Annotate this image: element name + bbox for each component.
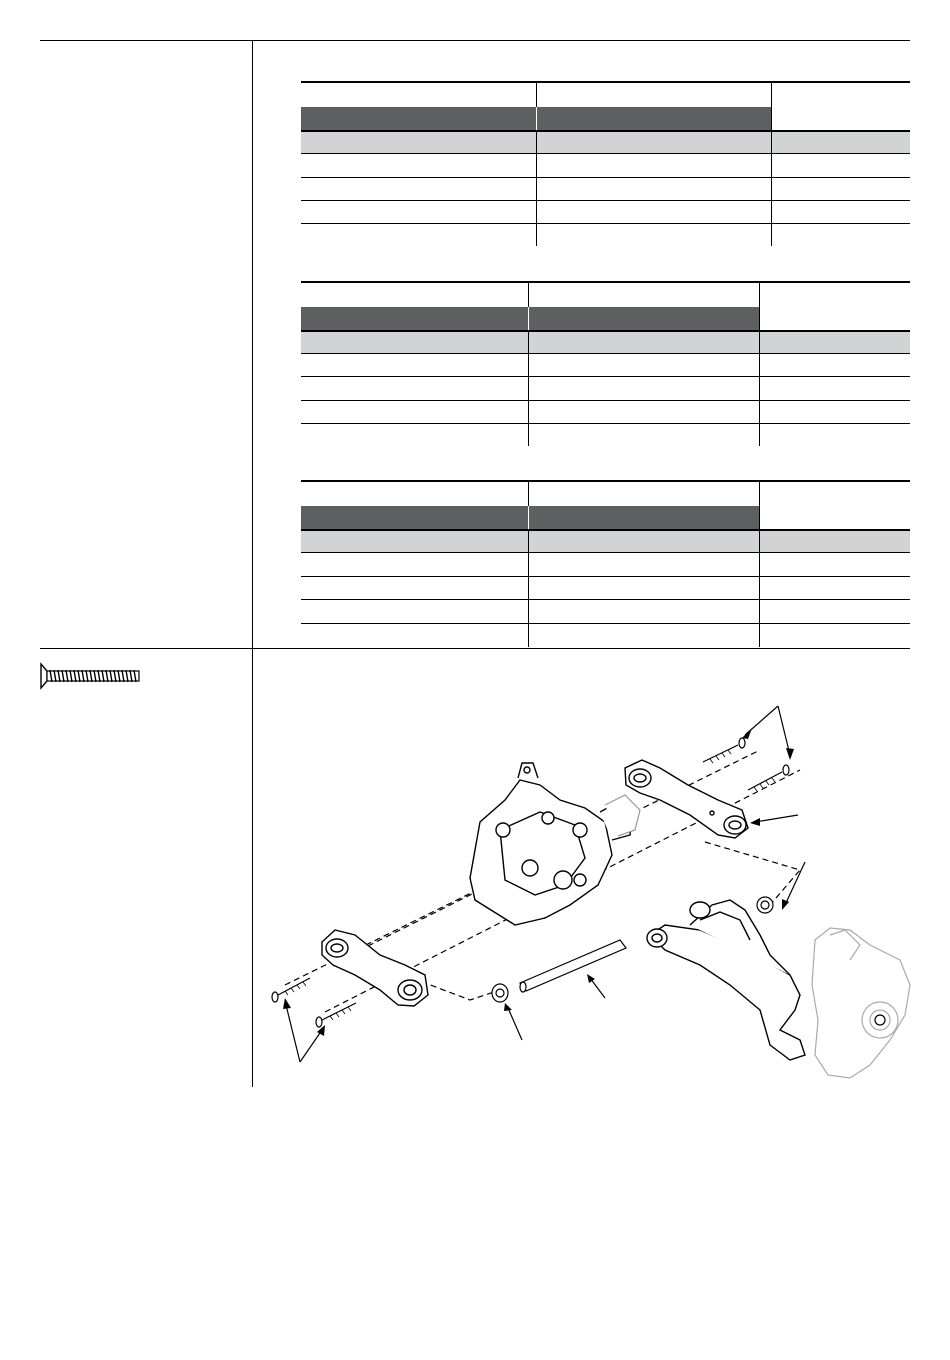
table-2-subheader [301, 332, 910, 353]
table-row [301, 353, 910, 354]
table-row [301, 552, 910, 553]
table-3-col-divider-2 [759, 481, 760, 647]
table-2-top-rule [301, 281, 910, 283]
table-2-header-dark [301, 307, 759, 330]
hub-carrier [812, 928, 910, 1078]
table-row [301, 576, 910, 577]
table-3-header-dark [301, 506, 759, 529]
table-row [301, 153, 910, 154]
table-row [301, 177, 910, 178]
table-1-col-divider-1-white [536, 107, 537, 130]
table-row [301, 223, 910, 224]
table-row [301, 400, 910, 401]
top-rule [40, 40, 910, 41]
suspension-arm [647, 900, 805, 1060]
exploded-assembly-diagram [253, 649, 950, 1089]
arm-mount-front [322, 930, 428, 1006]
screw-top-2 [748, 765, 789, 790]
spacer-front [492, 984, 508, 1002]
table-3-subheader [301, 531, 910, 552]
spacer-rear [757, 897, 773, 913]
table-3-top-rule [301, 480, 910, 482]
screw-bottom-1 [272, 978, 310, 1002]
table-row [301, 423, 910, 424]
table-row [301, 599, 910, 600]
table-1-top-rule [301, 81, 910, 83]
table-3-col-divider-1-white [528, 506, 529, 529]
table-row [301, 200, 910, 201]
table-2-col-divider-1-white [528, 307, 529, 330]
table-row [301, 623, 910, 624]
screw-top-1 [703, 738, 745, 762]
flat-head-screw-icon [38, 662, 142, 690]
table-1-col-divider-2 [771, 82, 772, 246]
table-2-col-divider-2 [759, 282, 760, 446]
hinge-pin [520, 940, 626, 992]
table-row [301, 376, 910, 377]
gearbox-housing [470, 763, 632, 925]
table-1-subheader [301, 132, 910, 153]
arm-mount-rear [625, 760, 748, 838]
